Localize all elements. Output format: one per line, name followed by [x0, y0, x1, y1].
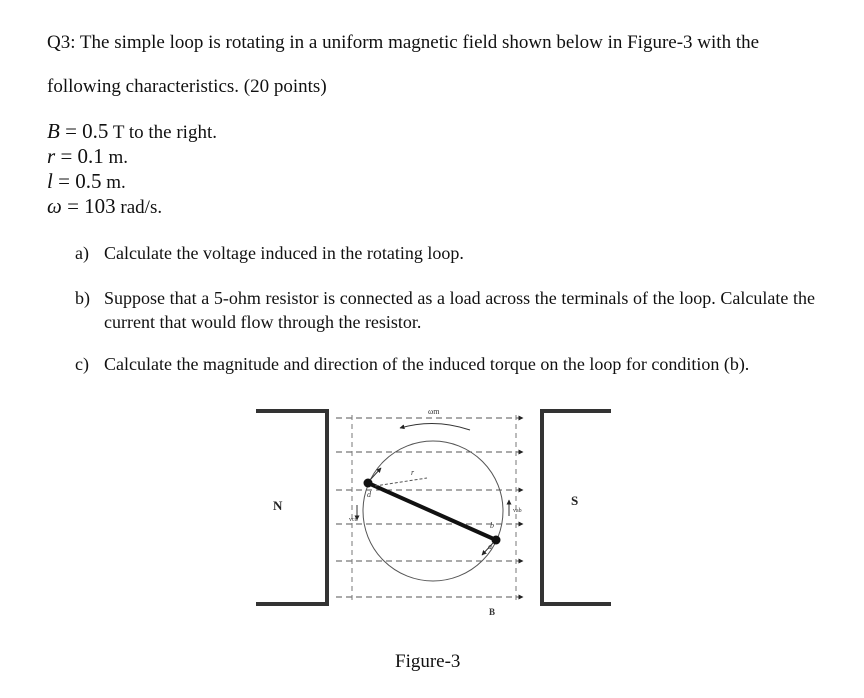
question-line-2: following characteristics. (20 points)	[47, 76, 327, 97]
given-symbol: r	[47, 144, 56, 168]
part-label: b)	[75, 288, 90, 308]
vab-label: vab	[513, 508, 522, 514]
b-label: b	[490, 521, 494, 530]
part-label: a)	[75, 243, 89, 263]
given-symbol: B	[47, 119, 60, 143]
given-unit: m.	[103, 147, 129, 168]
given-unit: m.	[101, 172, 126, 193]
field-label: B	[489, 607, 496, 617]
given-symbol: ω	[47, 194, 62, 218]
given-r: r = 0.1 m.	[47, 144, 129, 168]
given-value: 0.5	[82, 119, 109, 143]
given-omega: ω = 103 rad/s.	[47, 194, 163, 218]
omega-label: ωm	[428, 407, 440, 416]
given-value: 103	[84, 194, 116, 218]
part-label: c)	[75, 354, 89, 374]
velocity-arrow-cd	[370, 468, 381, 480]
a-label: a	[488, 542, 492, 551]
north-pole-label: N	[273, 498, 283, 513]
given-unit: T to the right.	[108, 122, 217, 143]
loop-conductor	[368, 483, 496, 540]
radius-line	[375, 478, 427, 486]
given-value: 0.5	[75, 169, 102, 193]
omega-arrow	[400, 423, 470, 430]
terminal-cd	[364, 479, 373, 488]
given-b: B = 0.5 T to the right.	[47, 119, 217, 143]
vcd-label: vcd	[349, 517, 358, 523]
given-symbol: l	[47, 169, 53, 193]
north-pole-magnet	[256, 411, 327, 604]
figure-caption: Figure-3	[395, 651, 461, 672]
part-text: Calculate the voltage induced in the rotating loop.	[104, 243, 464, 263]
part-text: Suppose that a 5-ohm resistor is connected as a load across the terminals of the loop. Calculate the current that would flow through the resistor.	[104, 288, 815, 332]
part-text: Calculate the magnitude and direction of the induced torque on the loop for condition (b).	[104, 354, 750, 374]
given-l: l = 0.5 m.	[47, 169, 126, 193]
field-lines	[336, 418, 523, 597]
south-pole-label: S	[571, 493, 579, 508]
given-unit: rad/s.	[115, 197, 163, 218]
question-line-1: Q3: The simple loop is rotating in a uniform magnetic field shown below in Figure-3 with the	[47, 32, 760, 53]
r-label: r	[411, 468, 415, 477]
given-value: 0.1	[77, 144, 104, 168]
d-label: d	[367, 490, 371, 499]
